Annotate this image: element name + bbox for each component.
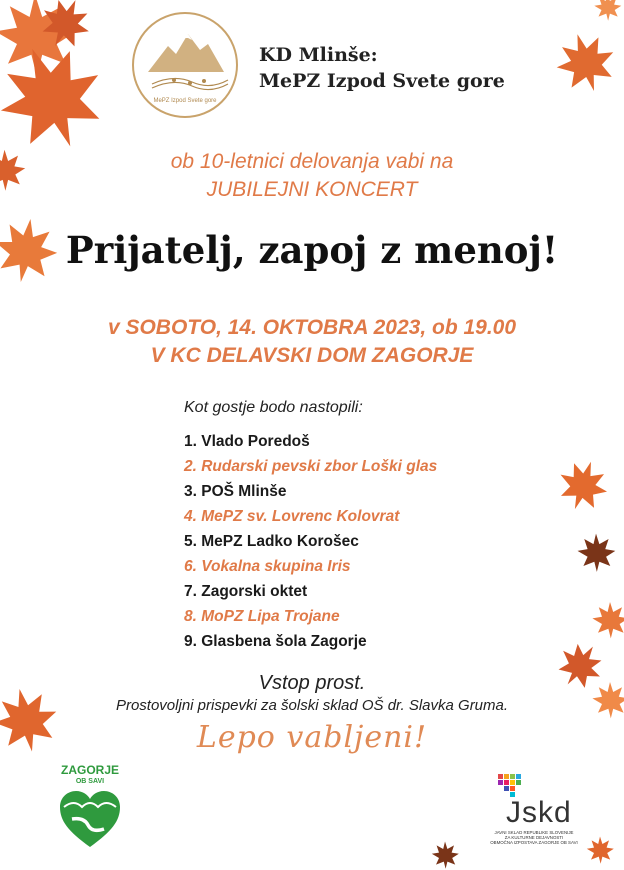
event-venue: V KC DELAVSKI DOM ZAGORJE: [150, 344, 474, 367]
list-item: 7. Zagorski oktet: [184, 583, 308, 600]
organizer-line-1: KD Mlinše:: [259, 44, 378, 66]
maple-leaf-icon: [420, 840, 470, 870]
jskd-logo-subtitle: [482, 830, 586, 846]
jskd-sub-line-2: ZA KULTURNE DEJAVNOSTI: [504, 835, 564, 841]
list-item: 4. MePZ sv. Lovrenc Kolovrat: [184, 508, 400, 525]
intro-line-2: JUBILEJNI KONCERT: [206, 178, 418, 201]
intro-line-1: ob 10-letnici delovanja vabi na: [170, 150, 454, 173]
entry-note: Vstop prost.: [258, 672, 366, 694]
donations-note: Prostovoljni prispevki za šolski sklad OŠ dr. Slavka Gruma.: [115, 697, 509, 714]
list-item: 8. MoPZ Lipa Trojane: [184, 608, 340, 625]
list-item: 5. MePZ Ladko Korošec: [184, 533, 359, 550]
organizer-line-2: MePZ Izpod Svete gore: [259, 70, 505, 92]
maple-leaf-icon: [0, 40, 110, 155]
guest-list: [184, 429, 437, 654]
jskd-sub-line-3: OBMOČNA IZPOSTAVA ZAGORJE OB SAVI: [490, 840, 578, 846]
maple-leaf-icon: [555, 455, 610, 515]
logo-caption: MePZ Izpod Svete gore: [153, 98, 217, 104]
list-item: 1. Vlado Poredoš: [184, 433, 310, 450]
list-item: 9. Glasbena šola Zagorje: [184, 633, 367, 650]
event-details: [0, 314, 624, 370]
zagorje-logo-line-1: ZAGORJE: [60, 763, 119, 777]
concert-title: Prijatelj, zapoj z menoj!: [65, 228, 559, 272]
heart-icon: [58, 789, 122, 851]
maple-leaf-icon: [585, 0, 624, 22]
intro: [0, 148, 624, 204]
zagorje-logo: [58, 764, 122, 851]
guests-label: Kot gostje bodo nastopili:: [184, 399, 363, 416]
jskd-logo-word: Jskd: [506, 796, 572, 829]
jskd-mosaic-icon: [498, 774, 522, 798]
list-item: 2. Rudarski pevski zbor Loški glas: [184, 458, 438, 475]
event-date: v SOBOTO, 14. OKTOBRA 2023, ob 19.00: [107, 316, 517, 339]
zagorje-logo-line-2: OB SAVI: [75, 778, 105, 785]
maple-leaf-icon: [550, 30, 620, 95]
organizer: [259, 42, 505, 94]
maple-leaf-icon: [575, 530, 617, 575]
list-item: 3. POŠ Mlinše: [184, 483, 287, 500]
welcome-text: Lepo vabljeni!: [196, 720, 428, 755]
list-item: 6. Vokalna skupina Iris: [184, 558, 351, 575]
jskd-sub-line-1: JAVNI SKLAD REPUBLIKE SLOVENIJE: [494, 830, 574, 835]
